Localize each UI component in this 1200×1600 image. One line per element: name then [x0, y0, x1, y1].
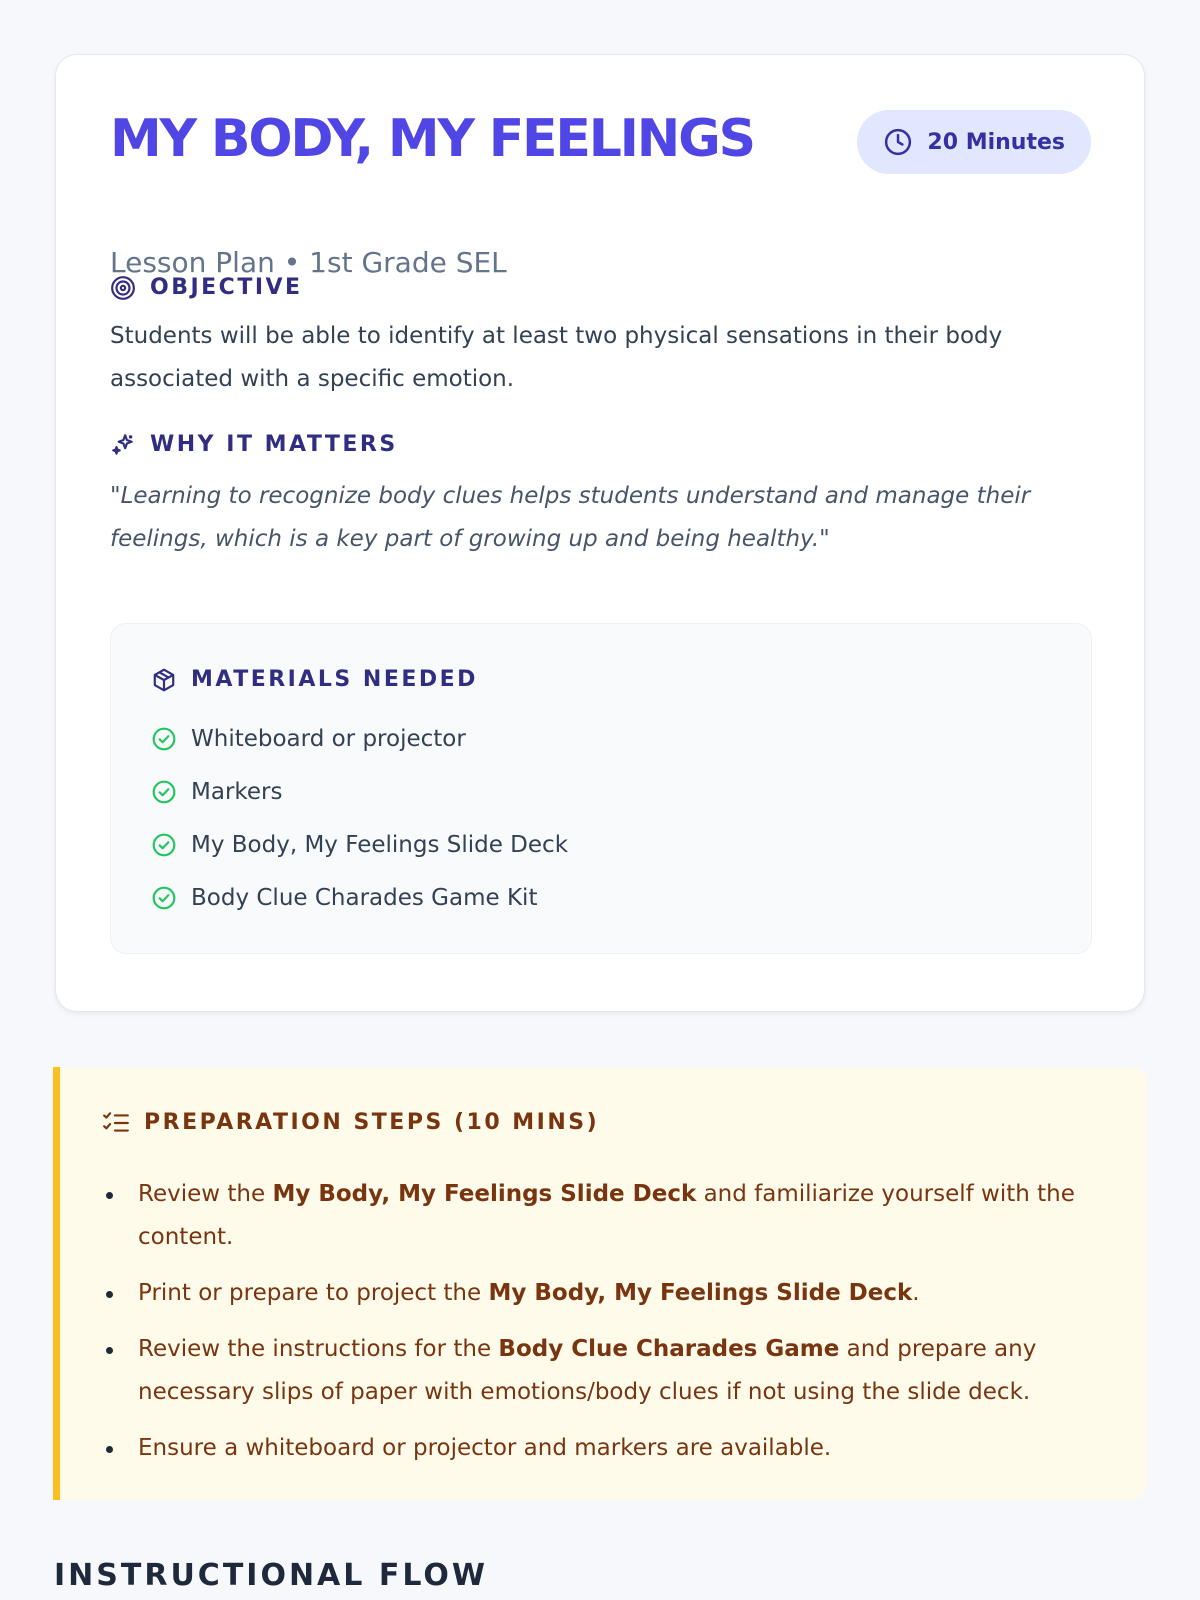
preparation-heading: [102, 1109, 599, 1137]
why-heading-label: WHY IT MATTERS: [150, 432, 398, 457]
list-item: [102, 1272, 1082, 1315]
list-item: [102, 1328, 1082, 1414]
material-label: Whiteboard or projector: [191, 725, 466, 752]
step-text: and prepare any necessary slips of paper with emotions/body clues if not using the slide deck.: [138, 1336, 1037, 1405]
check-circle-icon: [151, 779, 177, 805]
checklist-icon: [102, 1110, 130, 1136]
step-text: and familiarize yourself with the content.: [138, 1181, 1075, 1250]
why-quote: "Learning to recognize body clues helps students understand and manage their feelings, which is a key part of growing up and being healthy.": [110, 483, 1031, 552]
preparation-heading-label: PREPARATION STEPS (10 MINS): [144, 1110, 600, 1135]
why-heading: [110, 431, 398, 459]
step-bold: Body Clue Charades Game: [498, 1336, 840, 1362]
check-circle-icon: [151, 726, 177, 752]
duration-badge: [857, 110, 1091, 174]
materials-panel: [110, 623, 1092, 954]
preparation-list: [102, 1173, 1082, 1483]
materials-heading-label: MATERIALS NEEDED: [191, 667, 478, 692]
list-item: [151, 712, 568, 765]
objective-text: Students will be able to identify at least two physical sensations in their body associated with a specific emotion.: [110, 323, 1003, 392]
list-item: [102, 1427, 1082, 1470]
box-icon: [151, 667, 177, 693]
objective-heading-label: OBJECTIVE: [150, 275, 303, 300]
objective-heading: [110, 274, 303, 302]
lesson-card: [55, 54, 1145, 1012]
instructional-flow-heading: INSTRUCTIONAL FLOW: [54, 1558, 488, 1593]
step-text: Review the instructions for the: [138, 1336, 499, 1362]
list-item: [151, 818, 568, 871]
list-item: [151, 765, 568, 818]
materials-heading: [151, 666, 478, 694]
preparation-panel: [53, 1067, 1147, 1500]
step-bold: My Body, My Feelings Slide Deck: [488, 1280, 913, 1306]
page-subtitle: Lesson Plan • 1st Grade SEL: [110, 246, 507, 279]
material-label: Body Clue Charades Game Kit: [191, 884, 538, 911]
step-text: Print or prepare to project the: [138, 1280, 489, 1306]
step-text: Review the: [138, 1181, 273, 1207]
duration-text: 20 Minutes: [927, 129, 1065, 155]
material-label: Markers: [191, 778, 283, 805]
step-text: .: [912, 1280, 920, 1306]
check-circle-icon: [151, 885, 177, 911]
list-item: [151, 871, 568, 924]
page-title: MY BODY, MY FEELINGS: [110, 109, 754, 169]
step-bold: My Body, My Feelings Slide Deck: [272, 1181, 697, 1207]
list-item: [102, 1173, 1082, 1259]
target-icon: [110, 275, 136, 301]
material-label: My Body, My Feelings Slide Deck: [191, 831, 569, 858]
clock-icon: [883, 127, 913, 157]
check-circle-icon: [151, 832, 177, 858]
step-text: Ensure a whiteboard or projector and markers are available.: [138, 1435, 832, 1461]
materials-list: [151, 712, 568, 924]
sparkles-icon: [110, 432, 136, 458]
